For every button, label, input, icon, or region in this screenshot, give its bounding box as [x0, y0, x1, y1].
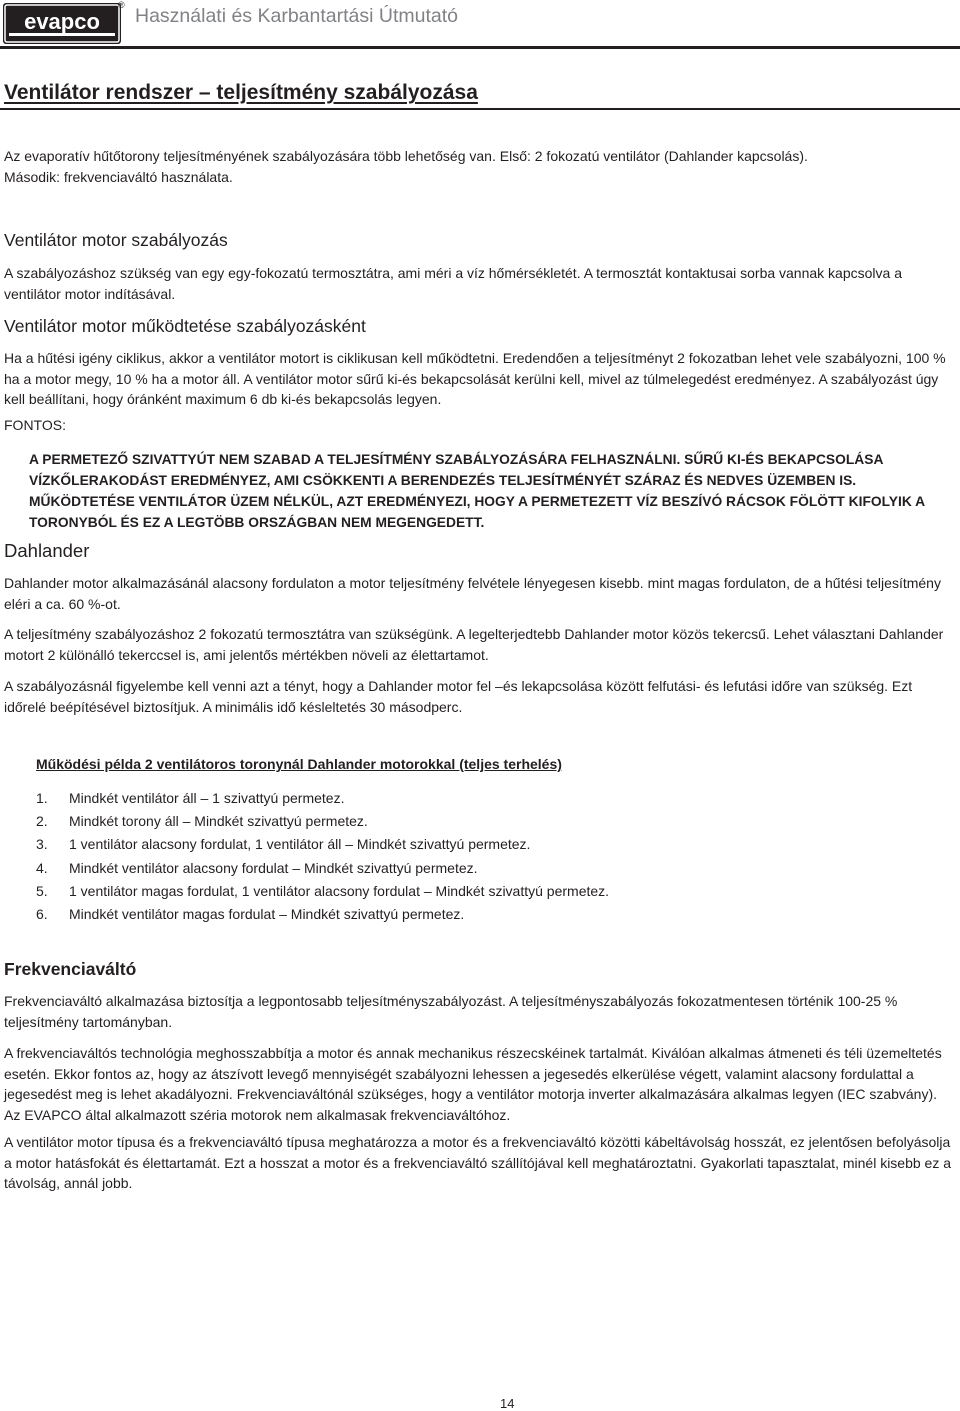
- dahlander-paragraph-2: A teljesítmény szabályozáshoz 2 fokozatú termosztátra van szükségünk. A legelterjedtebb Dahlander motor közös tekercsű. Lehet választani Dahlander motort 2 különálló tekerccsel is, ami jelentős mértékben növeli az élettartamot.: [4, 626, 944, 663]
- list-item-text: 1 ventilátor magas fordulat, 1 ventilátor alacsony fordulat – Mindkét szivattyú permetez.: [69, 882, 610, 899]
- list-item-number: 2.: [36, 813, 48, 830]
- intro-line-2: Második: frekvenciaváltó használata.: [4, 168, 233, 185]
- title-divider: [0, 108, 960, 110]
- dahlander-paragraph-1: Dahlander motor alkalmazásánál alacsony fordulaton a motor teljesítmény felvétele lényegesen kisebb. mint magas fordulaton, de a hűtési teljesítmény eléri a ca. 60 %-ot.: [4, 575, 941, 612]
- motor-operation-text: [4, 348, 952, 410]
- list-item: [36, 903, 609, 926]
- list-item-number: 4.: [36, 859, 48, 876]
- list-item: [36, 833, 609, 856]
- important-warning: A PERMETEZŐ SZIVATTYÚT NEM SZABAD A TELJESÍTMÉNY SZABÁLYOZÁSÁRA FELHASZNÁLNI. SŰRŰ KI-ÉS BEKAPCSOLÁSA VÍZKŐLERAKODÁST EREDMÉNYEZ, AMI CSÖKKENTI A BERENDEZÉS TELJESÍTMÉNYÉT SZÁRAZ ÉS NEDVES ÜZEMBEN IS. MŰKÖDTETÉSE VENTILÁTOR ÜZEM NÉLKÜL, AZT EREDMÉNYEZI, HOGY A PERMETEZETT VÍZ BESZÍVÓ RÁCSOK FÖLÖTT KIFOLYIK A TORONYBÓL ÉS EZ A LEGTÖBB ORSZÁGBAN NEM MEGENGEDETT.: [29, 452, 925, 530]
- list-item: [36, 810, 609, 833]
- document-title: Használati és Karbantartási Útmutató: [135, 5, 458, 27]
- heading-motor-operation: Ventilátor motor működtetése szabályozásként: [4, 316, 366, 336]
- heading-dahlander: Dahlander: [4, 540, 90, 561]
- motor-operation-paragraph: Ha a hűtési igény ciklikus, akkor a ventilátor motort is ciklikusan kell működtetni. Eredendően a teljesítményt 2 fokozatban lehet vele szabályozni, 100 % ha a motor megy, 10 % ha a motor áll. A ventilátor motor sűrű ki-és bekapcsolását kerülni kell, mivel az túlmelegedést eredményez. A szabályozást úgy kell beállítani, hogy óránként maximum 6 db ki-és bekapcsolás legyen.: [4, 350, 946, 407]
- example-title: Működési példa 2 ventilátoros toronynál Dahlander motorokkal (teljes terhelés): [36, 756, 562, 772]
- list-item: [36, 880, 609, 903]
- list-item-number: 6.: [36, 906, 48, 923]
- list-item-text: 1 ventilátor alacsony fordulat, 1 ventilátor áll – Mindkét szivattyú permetez.: [69, 836, 531, 853]
- dahlander-paragraph-3: A szabályozásnál figyelembe kell venni azt a tényt, hogy a Dahlander motor fel –és lekapcsolása között felfutási- és lefutási időre van szükség. Ezt időrelé beépítésével biztosítjuk. A minimális idő késleltetés 30 másodperc.: [4, 678, 913, 715]
- list-item-text: Mindkét ventilátor magas fordulat – Mindkét szivattyú permetez.: [69, 906, 465, 923]
- intro-text: [4, 146, 952, 187]
- logo-text: evapco: [24, 9, 100, 34]
- list-item: [36, 787, 609, 810]
- list-item-text: Mindkét ventilátor áll – 1 szivattyú permetez.: [69, 790, 345, 806]
- registered-mark: ®: [118, 0, 125, 10]
- page-number: 14: [500, 1396, 515, 1411]
- header-divider: [0, 46, 960, 49]
- intro-line-1: Az evaporatív hűtőtorony teljesítményének szabályozására több lehetőség van. Első: 2 fokozatú ventilátor (Dahlander kapcsolás).: [4, 148, 808, 164]
- evapco-logo: [3, 3, 121, 44]
- list-item-number: 5.: [36, 882, 48, 899]
- heading-vfd: Frekvenciaváltó: [4, 959, 137, 979]
- list-item-text: Mindkét torony áll – Mindkét szivattyú permetez.: [69, 813, 368, 830]
- list-item-number: 3.: [36, 836, 48, 853]
- motor-control-text: [4, 263, 952, 304]
- list-item-number: 1.: [36, 790, 48, 806]
- example-list: [36, 787, 609, 926]
- vfd-paragraph-3: A ventilátor motor típusa és a frekvenciaváltó típusa meghatározza a motor és a frekvenciaváltó közötti kábeltávolság hosszát, ez jelentősen befolyásolja a motor hatásfokát és élettartamát. Ezt a hosszat a motor és a frekvenciaváltó szállítójával kell meghatároztatni. Gyakorlati tapasztalat, minél kisebb ez a távolság, annál jobb.: [4, 1134, 952, 1191]
- vfd-paragraph-1: Frekvenciaváltó alkalmazása biztosítja a legpontosabb teljesítményszabályozást. A teljesítményszabályozás fokozatmentesen történik 100-25 % teljesítmény tartományban.: [4, 993, 898, 1030]
- list-item-text: Mindkét ventilátor alacsony fordulat – Mindkét szivattyú permetez.: [69, 859, 478, 876]
- page-title: Ventilátor rendszer – teljesítmény szabályozása: [4, 81, 478, 104]
- motor-control-paragraph: A szabályozáshoz szükség van egy egy-fokozatú termosztátra, ami méri a víz hőmérsékletét. A termosztát kontaktusai sorba vannak kapcsolva a ventilátor motor indításával.: [4, 265, 902, 302]
- list-item: [36, 857, 609, 880]
- logo-graphic: [3, 3, 121, 44]
- page-header: [0, 0, 960, 48]
- vfd-paragraph-2: A frekvenciaváltós technológia meghosszabbítja a motor és annak mechanikus részecskéinek tartalmát. Kiválóan alkalmas átmeneti és téli üzemeltetés esetén. Ekkor fontos az, hogy az átszívott levegő mennyiségét szabályozni lehessen a jegesedés elkerülése végett, valamint alacsony fordulattal a jegesedést meg is lehet akadályozni. Frekvenciaváltónál szükséges, hogy a ventilátor motorja inverter alkalmazására alkalmas legyen (IEC szabvány). Az EVAPCO által alkalmazott széria motorok nem alkalmasak frekvenciaváltóhoz.: [4, 1045, 942, 1123]
- heading-motor-control: Ventilátor motor szabályozás: [4, 230, 228, 250]
- important-label: FONTOS:: [4, 417, 66, 433]
